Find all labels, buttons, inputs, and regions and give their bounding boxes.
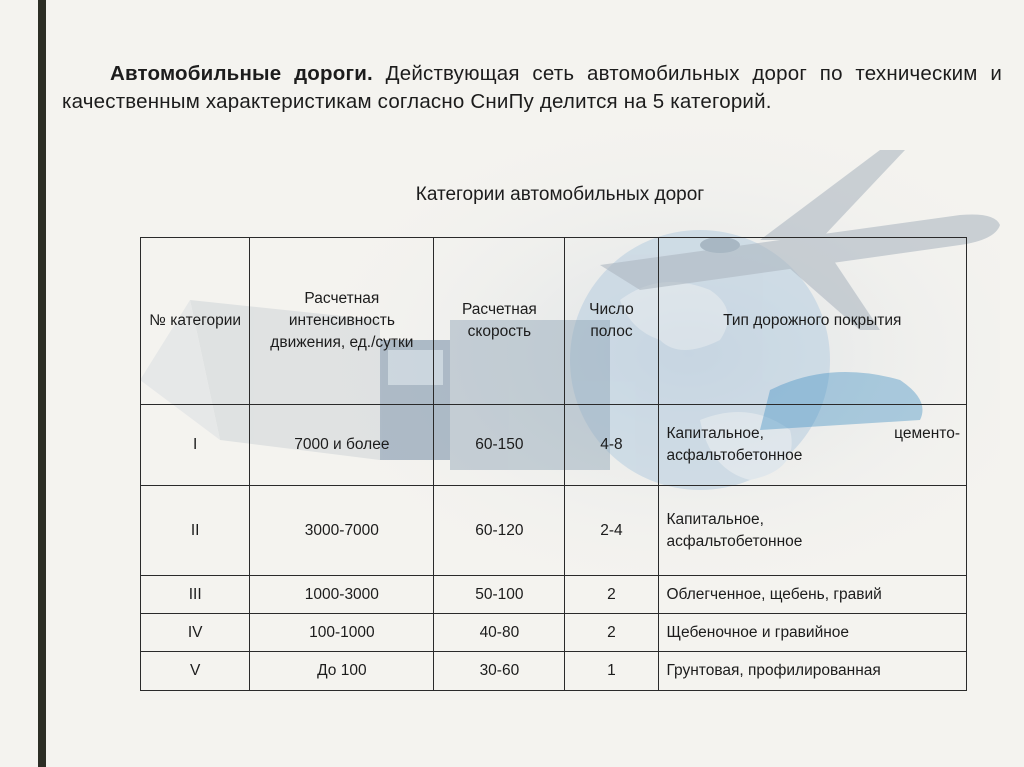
cell-surface: Грунтовая, профилированная (658, 652, 967, 691)
cell-speed: 40-80 (434, 614, 565, 652)
cell-intensity: 3000-7000 (250, 486, 434, 576)
road-categories-table (140, 237, 967, 691)
table-header-row (141, 238, 967, 405)
header-lanes: Число полос (565, 238, 658, 405)
cell-intensity: 1000-3000 (250, 576, 434, 614)
header-intensity: Расчетная интенсивность движения, ед./сутки (250, 238, 434, 405)
cell-lanes: 2 (565, 576, 658, 614)
header-category: № категории (141, 238, 250, 405)
cell-surface: Щебеночное и гравийное (658, 614, 967, 652)
cell-lanes: 4-8 (565, 405, 658, 486)
cell-surface: Капитальное, цементо-асфальтобетонное (658, 405, 967, 486)
cell-speed: 50-100 (434, 576, 565, 614)
table-title: Категории автомобильных дорог (415, 184, 705, 205)
table-row (141, 486, 967, 576)
intro-paragraph (62, 60, 1002, 116)
cell-lanes: 2 (565, 614, 658, 652)
table-row (141, 652, 967, 691)
intro-bold-lead: Автомобильные дороги. (110, 62, 373, 85)
cell-category: I (141, 405, 250, 486)
cell-intensity: 7000 и более (250, 405, 434, 486)
cell-category: IV (141, 614, 250, 652)
cell-speed: 30-60 (434, 652, 565, 691)
cell-intensity: До 100 (250, 652, 434, 691)
cell-speed: 60-150 (434, 405, 565, 486)
cell-category: II (141, 486, 250, 576)
cell-surface: Облегченное, щебень, гравий (658, 576, 967, 614)
table-row (141, 576, 967, 614)
cell-surface: Капитальное, асфальтобетонное (658, 486, 967, 576)
header-surface: Тип дорожного покрытия (658, 238, 967, 405)
cell-category: V (141, 652, 250, 691)
cell-intensity: 100-1000 (250, 614, 434, 652)
accent-bar (38, 0, 46, 767)
header-speed: Расчетная скорость (434, 238, 565, 405)
cell-speed: 60-120 (434, 486, 565, 576)
cell-category: III (141, 576, 250, 614)
cell-lanes: 1 (565, 652, 658, 691)
intro-text: Действующая сеть автомобильных дорог по техническим и качественным характеристикам согласно СниПу делится на 5 категорий. (62, 62, 1002, 113)
cell-lanes: 2-4 (565, 486, 658, 576)
table-row (141, 614, 967, 652)
table-row (141, 405, 967, 486)
